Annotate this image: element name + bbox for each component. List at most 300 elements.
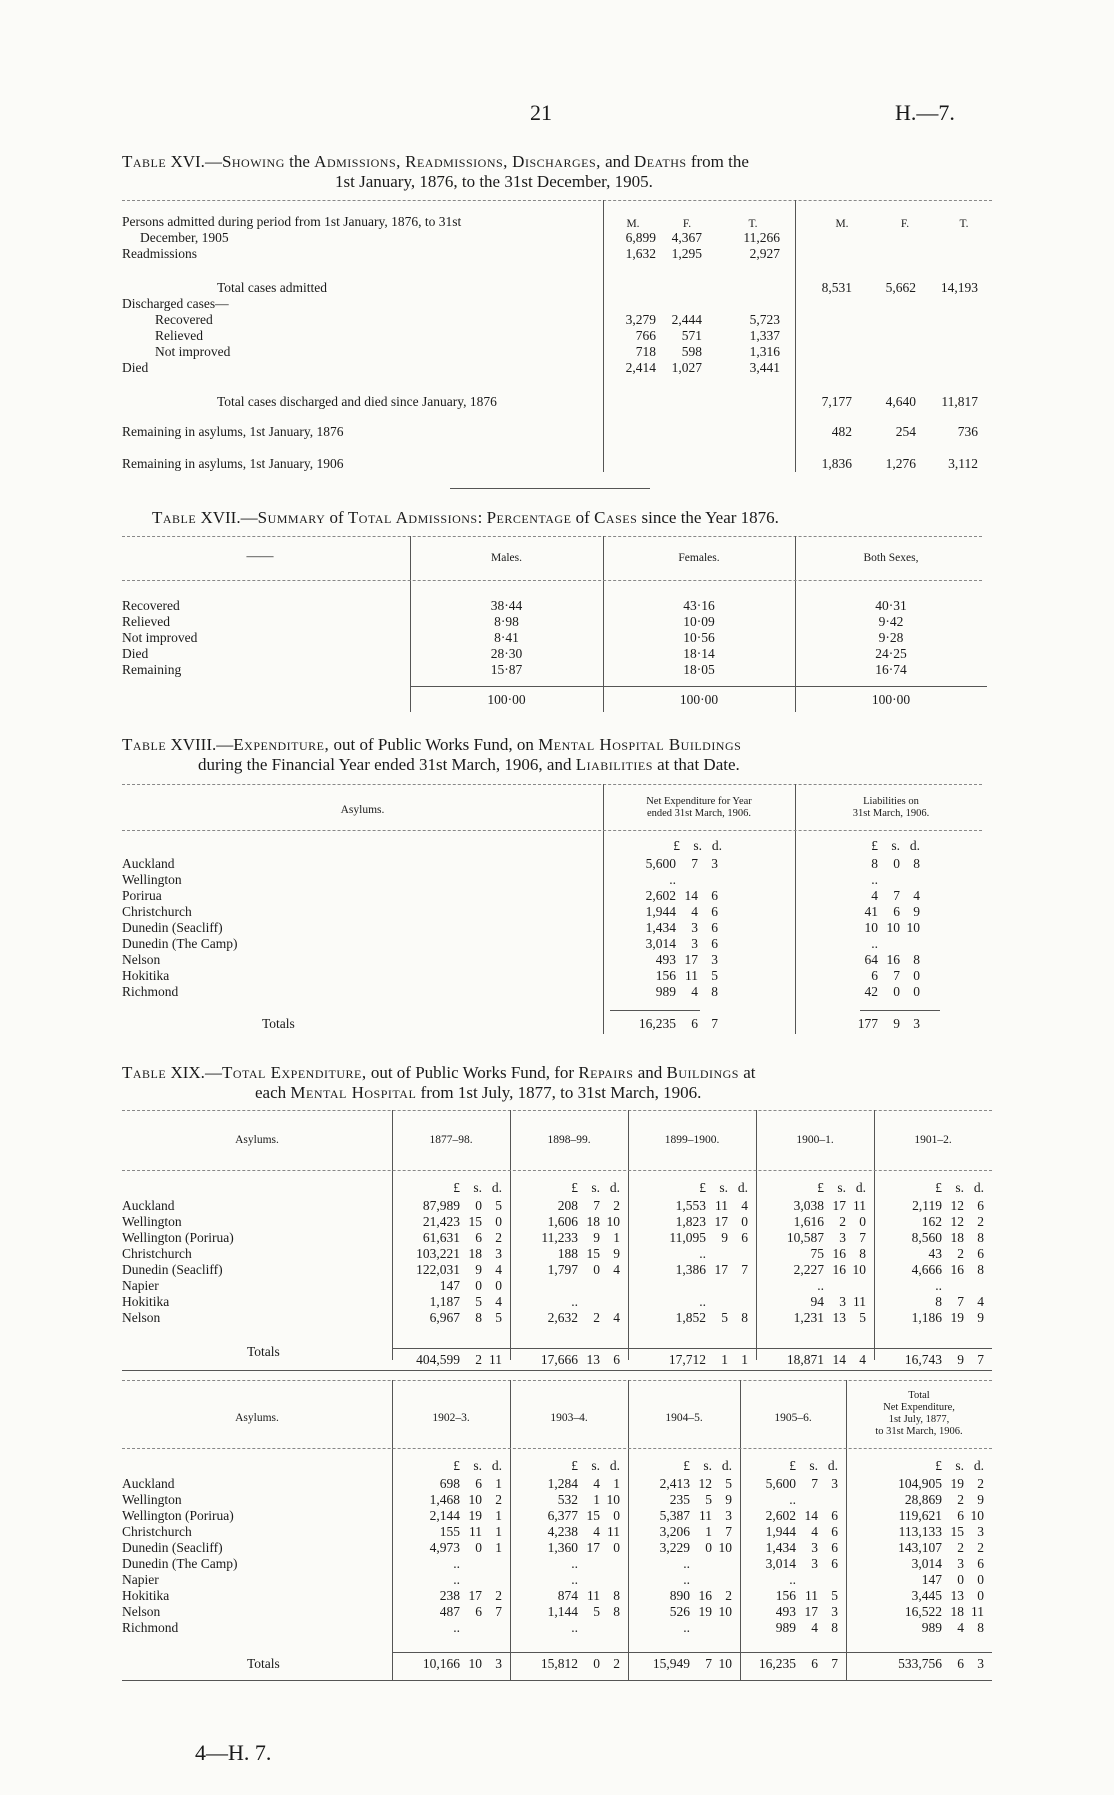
lsd-pounds: 1,553 xyxy=(675,1198,706,1213)
lsd-pounds: 42 xyxy=(864,984,878,999)
col-header-total: 1st July, 1877, xyxy=(888,1414,950,1425)
lsd-pounds: 1,616 xyxy=(793,1214,824,1229)
lsd-pounds: 235 xyxy=(669,1492,690,1507)
lsd-pounds: 75 xyxy=(810,1246,824,1261)
lsd-pence: 10 xyxy=(718,1656,732,1671)
cell: 1,276 xyxy=(885,456,916,471)
lsd-pence: 3 xyxy=(495,1656,502,1671)
lsd-shillings: 3 xyxy=(691,920,698,935)
total-cell xyxy=(524,1656,620,1672)
lsd-pounds: .. xyxy=(871,872,878,887)
lsd-pounds: 156 xyxy=(655,968,676,983)
cell: 18·14 xyxy=(683,646,715,661)
cell: 2,927 xyxy=(749,246,780,261)
lsd-pounds: 16,235 xyxy=(758,1656,796,1671)
lsd-pounds: .. xyxy=(571,1620,578,1635)
col-header-f: F. xyxy=(682,218,692,230)
lsd-pence: 6 xyxy=(711,936,718,951)
col-header-t: T. xyxy=(959,218,969,230)
lsd-shillings: 18 xyxy=(468,1246,482,1261)
unit-label: s. xyxy=(719,1180,728,1195)
expenditure-cell xyxy=(406,1524,502,1540)
lsd-pounds: 487 xyxy=(439,1604,460,1619)
lsd-pence: 3 xyxy=(977,1656,984,1671)
lsd-pence: 3 xyxy=(977,1524,984,1539)
cell: 10·09 xyxy=(683,614,715,629)
lsd-pounds: 2,602 xyxy=(645,888,676,903)
expenditure-cell xyxy=(652,1262,748,1278)
total-cell xyxy=(406,1352,502,1368)
lsd-pounds: 143,107 xyxy=(898,1540,942,1555)
unit-header xyxy=(784,1180,866,1196)
lsd-pence: 2 xyxy=(613,1656,620,1671)
lsd-pence: 5 xyxy=(859,1310,866,1325)
unit-header xyxy=(666,1180,748,1196)
row-label: Remaining in asylums, 1st January, 1876 xyxy=(122,424,344,439)
cell: 7,177 xyxy=(821,394,852,409)
expenditure-cell xyxy=(406,1476,502,1492)
cell: 766 xyxy=(635,328,656,343)
table-16-title: Table XVI.—Showing the Admissions, Readmissions, Discharges, and Deaths from the xyxy=(122,152,749,171)
totals-label: Totals xyxy=(247,1344,280,1359)
lsd-pounds: 1,944 xyxy=(765,1524,796,1539)
cell: 18·05 xyxy=(683,662,715,677)
total-cell: 100·00 xyxy=(871,692,911,707)
lsd-pounds: .. xyxy=(683,1572,690,1587)
cell: 1,337 xyxy=(749,328,780,343)
cell: 38·44 xyxy=(490,598,523,613)
lsd-pounds: 890 xyxy=(669,1588,690,1603)
net-expenditure xyxy=(616,904,718,920)
net-expenditure xyxy=(616,936,718,952)
lsd-pence: 8 xyxy=(613,1588,620,1603)
net-expenditure xyxy=(616,888,718,904)
expenditure-cell xyxy=(406,1572,502,1588)
lsd-pence: 10 xyxy=(970,1508,984,1523)
cell: 14,193 xyxy=(940,280,978,295)
total-net: 16,235 6 7 xyxy=(638,1016,718,1031)
lsd-pence: 0 xyxy=(495,1278,502,1293)
expenditure-cell xyxy=(406,1278,502,1294)
lsd-shillings: 9 xyxy=(593,1230,600,1245)
unit-label: s. xyxy=(955,1458,964,1473)
rule xyxy=(122,200,992,201)
lsd-pence: 8 xyxy=(741,1310,748,1325)
expenditure-cell xyxy=(636,1572,732,1588)
expenditure-cell xyxy=(406,1540,502,1556)
col-header-total: Total xyxy=(908,1390,930,1401)
lsd-pounds: 3,229 xyxy=(659,1540,690,1555)
lsd-shillings: 1 xyxy=(593,1492,600,1507)
lsd-shillings: 7 xyxy=(957,1294,964,1309)
unit-label: d. xyxy=(491,1180,502,1195)
asylum-name: Dunedin (Seacliff) xyxy=(122,1540,223,1555)
asylum-name: Christchurch xyxy=(122,1246,192,1261)
lsd-pence: 2 xyxy=(495,1492,502,1507)
asylum-name: Hokitika xyxy=(122,1294,170,1309)
lsd-pounds: 4,238 xyxy=(547,1524,578,1539)
rule xyxy=(122,1170,992,1171)
lsd-shillings: 15 xyxy=(950,1524,964,1539)
asylum-name: Dunedin (The Camp) xyxy=(122,936,238,951)
expenditure-cell xyxy=(888,1588,984,1604)
lsd-shillings: 12 xyxy=(950,1198,964,1213)
total-cell xyxy=(770,1352,866,1368)
lsd-shillings: 4 xyxy=(811,1524,818,1539)
lsd-shillings: 6 xyxy=(957,1508,964,1523)
lsd-shillings: 19 xyxy=(698,1604,712,1619)
lsd-shillings: 1 xyxy=(721,1352,728,1367)
expenditure-cell xyxy=(888,1198,984,1214)
lsd-pence: 6 xyxy=(613,1352,620,1367)
lsd-pounds: 17,666 xyxy=(540,1352,578,1367)
table-18-subtitle: during the Financial Year ended 31st March, 1906, and Liabilities at that Date. xyxy=(198,755,740,774)
cell: 1,316 xyxy=(749,344,780,359)
asylum-name: Hokitika xyxy=(122,968,170,983)
cell: 8,531 xyxy=(821,280,852,295)
lsd-pence: 4 xyxy=(613,1310,620,1325)
lsd-pounds: 3,445 xyxy=(911,1588,942,1603)
lsd-shillings: 10 xyxy=(468,1656,482,1671)
lsd-pounds: 2,144 xyxy=(429,1508,460,1523)
lsd-pence: 6 xyxy=(831,1524,838,1539)
expenditure-cell xyxy=(524,1310,620,1326)
expenditure-cell xyxy=(636,1588,732,1604)
lsd-pounds: 21,423 xyxy=(422,1214,460,1229)
lsd-shillings: 11 xyxy=(469,1524,482,1539)
rule xyxy=(122,830,982,831)
lsd-pounds: 188 xyxy=(557,1246,578,1261)
lsd-shillings: 10 xyxy=(468,1492,482,1507)
expenditure-cell xyxy=(770,1246,866,1262)
lsd-pence: 4 xyxy=(613,1262,620,1277)
total-cell: 100·00 xyxy=(487,692,526,707)
lsd-pounds: 10,587 xyxy=(786,1230,824,1245)
col-header-year: 1877–98. xyxy=(429,1134,473,1146)
lsd-shillings: 0 xyxy=(593,1656,600,1671)
lsd-pounds: 533,756 xyxy=(898,1656,942,1671)
lsd-pounds: 1,468 xyxy=(429,1492,460,1507)
lsd-pounds: 10,166 xyxy=(422,1656,460,1671)
lsd-pence: 0 xyxy=(613,1508,620,1523)
row-label: Not improved xyxy=(122,630,198,645)
cell: 10·56 xyxy=(683,630,715,645)
lsd-shillings: 3 xyxy=(839,1230,846,1245)
lsd-pounds: 61,631 xyxy=(422,1230,460,1245)
liabilities xyxy=(838,952,920,968)
expenditure-cell xyxy=(636,1524,732,1540)
lsd-shillings: 17 xyxy=(804,1604,818,1619)
lsd-shillings: 6 xyxy=(957,1656,964,1671)
lsd-pence: 1 xyxy=(613,1230,620,1245)
page-number: 21 xyxy=(530,100,552,125)
asylum-name: Wellington xyxy=(122,1214,182,1229)
lsd-pounds: .. xyxy=(453,1556,460,1571)
lsd-pence: 8 xyxy=(859,1246,866,1261)
lsd-pence: 1 xyxy=(613,1476,620,1491)
lsd-pounds: 2,119 xyxy=(912,1198,942,1213)
lsd-pounds: 11,233 xyxy=(541,1230,578,1245)
lsd-shillings: 17 xyxy=(468,1588,482,1603)
col-header-females: Females. xyxy=(678,552,720,564)
lsd-shillings: 2 xyxy=(475,1352,482,1367)
lsd-pence: 2 xyxy=(977,1540,984,1555)
lsd-pounds: 8 xyxy=(935,1294,942,1309)
total-liabilities: 177 9 3 xyxy=(857,1016,920,1031)
lsd-shillings: 13 xyxy=(950,1588,964,1603)
expenditure-cell xyxy=(524,1198,620,1214)
lsd-pounds: 43 xyxy=(928,1246,942,1261)
asylum-name: Wellington (Porirua) xyxy=(122,1230,234,1245)
cell: 11,266 xyxy=(743,230,780,245)
lsd-pounds: 17,712 xyxy=(668,1352,706,1367)
lsd-shillings: 11 xyxy=(699,1508,712,1523)
col-header-liabilities: Liabilities on xyxy=(863,796,919,807)
net-expenditure xyxy=(616,920,718,936)
unit-label: d. xyxy=(737,1180,748,1195)
lsd-shillings: 18 xyxy=(586,1214,600,1229)
expenditure-cell xyxy=(524,1524,620,1540)
expenditure-cell xyxy=(888,1556,984,1572)
lsd-shillings: 17 xyxy=(714,1214,728,1229)
row-label: Total cases discharged and died since January, 1876 xyxy=(217,394,497,409)
lsd-shillings: 7 xyxy=(593,1198,600,1213)
cell: 4,367 xyxy=(671,230,702,245)
expenditure-cell xyxy=(888,1476,984,1492)
lsd-pence: 5 xyxy=(495,1198,502,1213)
lsd-pounds: .. xyxy=(683,1556,690,1571)
lsd-pounds: .. xyxy=(669,872,676,887)
expenditure-cell xyxy=(652,1310,748,1326)
cell: 8·41 xyxy=(494,630,519,645)
col-header-year: 1905–6. xyxy=(774,1412,812,1424)
unit-label: £ xyxy=(571,1458,578,1473)
lsd-pounds: 15,949 xyxy=(652,1656,690,1671)
lsd-pence: 0 xyxy=(495,1214,502,1229)
lsd-pounds: 15,812 xyxy=(540,1656,578,1671)
lsd-pence: 6 xyxy=(831,1540,838,1555)
unit-label: £ xyxy=(699,1180,706,1195)
liabilities xyxy=(838,920,920,936)
col-header: —— xyxy=(246,548,274,563)
expenditure-cell xyxy=(524,1294,620,1310)
lsd-pence: 3 xyxy=(725,1508,732,1523)
cell: 28·30 xyxy=(490,646,523,661)
lsd-pounds: 404,599 xyxy=(416,1352,460,1367)
expenditure-cell xyxy=(742,1476,838,1492)
row-label: December, 1905 xyxy=(140,230,229,245)
lsd-shillings: 4 xyxy=(593,1476,600,1491)
lsd-shillings: 6 xyxy=(893,904,900,919)
row-label: Remaining xyxy=(122,662,182,677)
lsd-pounds: 238 xyxy=(439,1588,460,1603)
lsd-pounds: 113,133 xyxy=(898,1524,942,1539)
lsd-pounds: 1,852 xyxy=(675,1310,706,1325)
cell: 2,444 xyxy=(671,312,702,327)
lsd-shillings: 19 xyxy=(468,1508,482,1523)
asylum-name: Christchurch xyxy=(122,1524,192,1539)
lsd-pence: 3 xyxy=(831,1604,838,1619)
col-header-both: Both Sexes, xyxy=(863,552,919,564)
unit-label: d. xyxy=(973,1458,984,1473)
lsd-pence: 10 xyxy=(606,1492,620,1507)
lsd-shillings: 8 xyxy=(475,1310,482,1325)
lsd-shillings: 11 xyxy=(587,1588,600,1603)
lsd-pence: 0 xyxy=(741,1214,748,1229)
lsd-pounds: 1,284 xyxy=(547,1476,578,1491)
total-cell xyxy=(406,1656,502,1672)
lsd-pounds: 698 xyxy=(439,1476,460,1491)
asylum-name: Napier xyxy=(122,1572,159,1587)
lsd-shillings: 5 xyxy=(721,1310,728,1325)
lsd-pence: 4 xyxy=(977,1294,984,1309)
expenditure-cell xyxy=(636,1556,732,1572)
lsd-pence: 1 xyxy=(495,1508,502,1523)
expenditure-cell xyxy=(888,1492,984,1508)
expenditure-cell xyxy=(770,1214,866,1230)
expenditure-cell xyxy=(524,1262,620,1278)
lsd-shillings: 7 xyxy=(705,1656,712,1671)
expenditure-cell xyxy=(770,1198,866,1214)
unit-label: £ xyxy=(789,1458,796,1473)
lsd-shillings: 9 xyxy=(957,1352,964,1367)
lsd-pounds: 119,621 xyxy=(898,1508,942,1523)
lsd-pounds: 155 xyxy=(439,1524,460,1539)
unit-label: s. xyxy=(591,1180,600,1195)
total-cell xyxy=(888,1656,984,1672)
lsd-pounds: 874 xyxy=(557,1588,578,1603)
lsd-pence: 8 xyxy=(913,856,920,871)
lsd-pence: 4 xyxy=(741,1198,748,1213)
lsd-pounds: 2,227 xyxy=(793,1262,824,1277)
row-label: Recovered xyxy=(155,312,213,327)
lsd-shillings: 16 xyxy=(698,1588,712,1603)
asylum-name: Dunedin (The Camp) xyxy=(122,1556,238,1571)
expenditure-cell xyxy=(636,1492,732,1508)
lsd-pounds: 41 xyxy=(864,904,878,919)
lsd-pounds: 162 xyxy=(921,1214,942,1229)
lsd-pounds: 1,944 xyxy=(645,904,676,919)
expenditure-cell xyxy=(742,1620,838,1636)
lsd-pence: 8 xyxy=(977,1620,984,1635)
lsd-pence: 8 xyxy=(831,1620,838,1635)
cell: 1,295 xyxy=(671,246,702,261)
lsd-shillings: 4 xyxy=(811,1620,818,1635)
net-expenditure xyxy=(616,952,718,968)
lsd-pounds: 8,560 xyxy=(911,1230,942,1245)
asylum-name: Wellington (Porirua) xyxy=(122,1508,234,1523)
total-cell xyxy=(888,1352,984,1368)
lsd-pence: 2 xyxy=(495,1230,502,1245)
expenditure-cell xyxy=(652,1214,748,1230)
cell: 3,112 xyxy=(948,456,978,471)
lsd-pence: 6 xyxy=(977,1198,984,1213)
unit-label: d. xyxy=(855,1180,866,1195)
cell: 9·28 xyxy=(878,630,904,645)
lsd-shillings: 15 xyxy=(586,1246,600,1261)
rule xyxy=(410,686,987,687)
col-header-t: T. xyxy=(748,218,758,230)
expenditure-cell xyxy=(524,1230,620,1246)
lsd-pounds: 94 xyxy=(810,1294,824,1309)
asylum-name: Napier xyxy=(122,1278,159,1293)
lsd-pounds: 989 xyxy=(775,1620,796,1635)
expenditure-cell xyxy=(406,1508,502,1524)
lsd-pounds: 208 xyxy=(557,1198,578,1213)
lsd-pence: 11 xyxy=(489,1352,502,1367)
rule xyxy=(450,488,650,489)
expenditure-cell xyxy=(742,1572,838,1588)
unit-label: £ xyxy=(453,1458,460,1473)
col-header-asylums: Asylums. xyxy=(340,804,385,816)
lsd-pounds: 6,967 xyxy=(429,1310,460,1325)
lsd-pence: 0 xyxy=(859,1214,866,1229)
cell: 9·42 xyxy=(878,614,904,629)
asylum-name: Richmond xyxy=(122,1620,179,1635)
total-cell xyxy=(524,1352,620,1368)
expenditure-cell xyxy=(524,1214,620,1230)
rule xyxy=(392,1652,992,1653)
expenditure-cell xyxy=(742,1508,838,1524)
expenditure-cell xyxy=(742,1492,838,1508)
expenditure-cell xyxy=(406,1620,502,1636)
lsd-pounds: 64 xyxy=(864,952,878,967)
unit-header xyxy=(756,1458,838,1474)
expenditure-cell xyxy=(888,1508,984,1524)
expenditure-cell xyxy=(406,1588,502,1604)
lsd-pounds: 16,743 xyxy=(904,1352,942,1367)
net-expenditure xyxy=(616,872,718,888)
lsd-pence: 9 xyxy=(613,1246,620,1261)
lsd-pence: 7 xyxy=(495,1604,502,1619)
lsd-pounds: .. xyxy=(789,1572,796,1587)
lsd-pence: 10 xyxy=(852,1262,866,1277)
footer-page-code: 4—H. 7. xyxy=(195,1740,272,1765)
lsd-pounds: 147 xyxy=(439,1278,460,1293)
lsd-pence: 2 xyxy=(977,1476,984,1491)
expenditure-cell xyxy=(406,1262,502,1278)
lsd-shillings: 19 xyxy=(950,1476,964,1491)
unit-label: d. xyxy=(491,1458,502,1473)
lsd-pounds: .. xyxy=(453,1572,460,1587)
lsd-pence: 9 xyxy=(913,904,920,919)
lsd-shillings: 16 xyxy=(886,952,900,967)
col-header-asylums: Asylums. xyxy=(235,1412,279,1424)
lsd-pence: 10 xyxy=(606,1214,620,1229)
lsd-shillings: 3 xyxy=(691,936,698,951)
expenditure-cell xyxy=(888,1310,984,1326)
row-label: Died xyxy=(122,646,149,661)
liabilities xyxy=(838,904,920,920)
unit-label: d. xyxy=(973,1180,984,1195)
lsd-pounds: 4 xyxy=(871,888,878,903)
unit-header xyxy=(420,1180,502,1196)
lsd-pence: 10 xyxy=(906,920,920,935)
lsd-shillings: 14 xyxy=(684,888,698,903)
expenditure-cell xyxy=(770,1230,866,1246)
lsd-pence: 2 xyxy=(977,1214,984,1229)
row-label: Persons admitted during period from 1st January, 1876, to 31st xyxy=(122,214,462,229)
col-header-year: 1903–4. xyxy=(550,1412,588,1424)
lsd-pence: 5 xyxy=(831,1588,838,1603)
lsd-shillings: 1 xyxy=(705,1524,712,1539)
lsd-shillings: 2 xyxy=(839,1214,846,1229)
lsd-pence: 9 xyxy=(977,1310,984,1325)
lsd-pounds: 989 xyxy=(921,1620,942,1635)
row-label: Readmissions xyxy=(122,246,198,261)
expenditure-cell xyxy=(406,1604,502,1620)
lsd-pence: 0 xyxy=(913,984,920,999)
